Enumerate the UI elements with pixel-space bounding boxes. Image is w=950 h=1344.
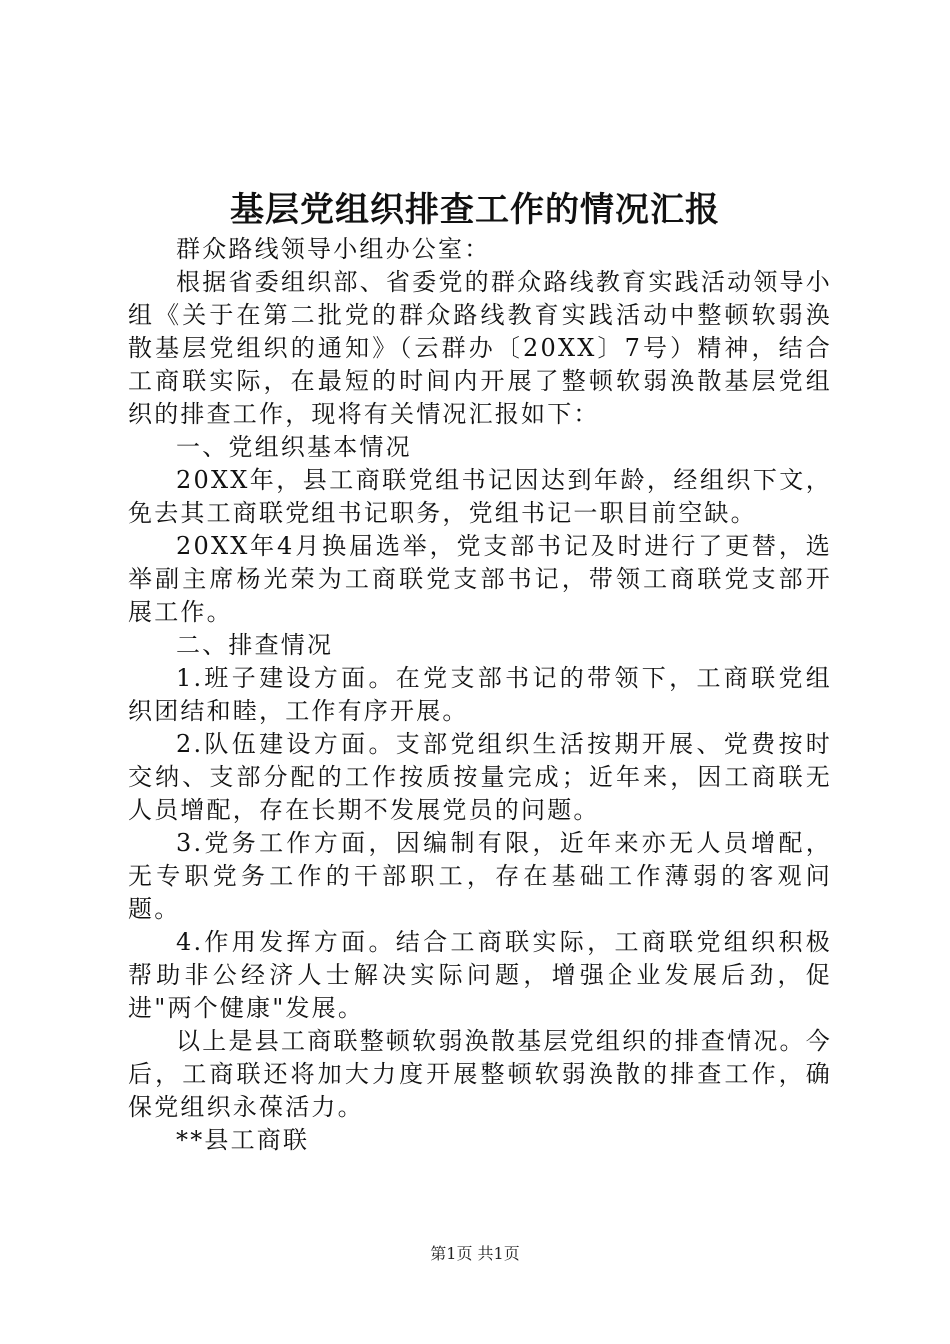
paragraph: 20XX年4月换届选举，党支部书记及时进行了更替，选举副主席杨光荣为工商联党支部书记，带领工商联党支部开展工作。: [128, 532, 832, 626]
list-item: 4.作用发挥方面。结合工商联实际，工商联党组织积极帮助非公经济人士解决实际问题，增强企业发展后劲，促进"两个健康"发展。: [128, 928, 832, 1022]
list-item: 3.党务工作方面，因编制有限，近年来亦无人员增配，无专职党务工作的干部职工，存在基础工作薄弱的客观问题。: [128, 829, 832, 923]
section-heading-2: 二、排查情况: [176, 631, 334, 659]
list-item: 1.班子建设方面。在党支部书记的带领下，工商联党组织团结和睦，工作有序开展。: [128, 664, 832, 725]
paragraph-conclusion: 以上是县工商联整顿软弱涣散基层党组织的排查情况。今后，工商联还将加大力度开展整顿软弱涣散的排查工作，确保党组织永葆活力。: [128, 1027, 832, 1121]
paragraph-intro: 根据省委组织部、省委党的群众路线教育实践活动领导小组《关于在第二批党的群众路线教育实践活动中整顿软弱涣散基层党组织的通知》（云群办〔20XX〕7号）精神，结合工商联实际，在最短的时间内开展了整顿软弱涣散基层党组织的排查工作，现将有关情况汇报如下：: [128, 268, 832, 428]
page-footer: 第1页 共1页: [430, 1244, 520, 1263]
section-heading-1: 一、党组织基本情况: [176, 433, 412, 461]
document-title: 基层党组织排查工作的情况汇报: [230, 190, 720, 230]
paragraph: 20XX年，县工商联党组书记因达到年龄，经组织下文，免去其工商联党组书记职务，党组书记一职目前空缺。: [128, 466, 832, 527]
salutation: 群众路线领导小组办公室：: [176, 235, 491, 263]
signature: **县工商联: [176, 1126, 310, 1154]
list-item: 2.队伍建设方面。支部党组织生活按期开展、党费按时交纳、支部分配的工作按质按量完成；近年来，因工商联无人员增配，存在长期不发展党员的问题。: [128, 730, 832, 824]
document-body: [128, 233, 832, 1157]
